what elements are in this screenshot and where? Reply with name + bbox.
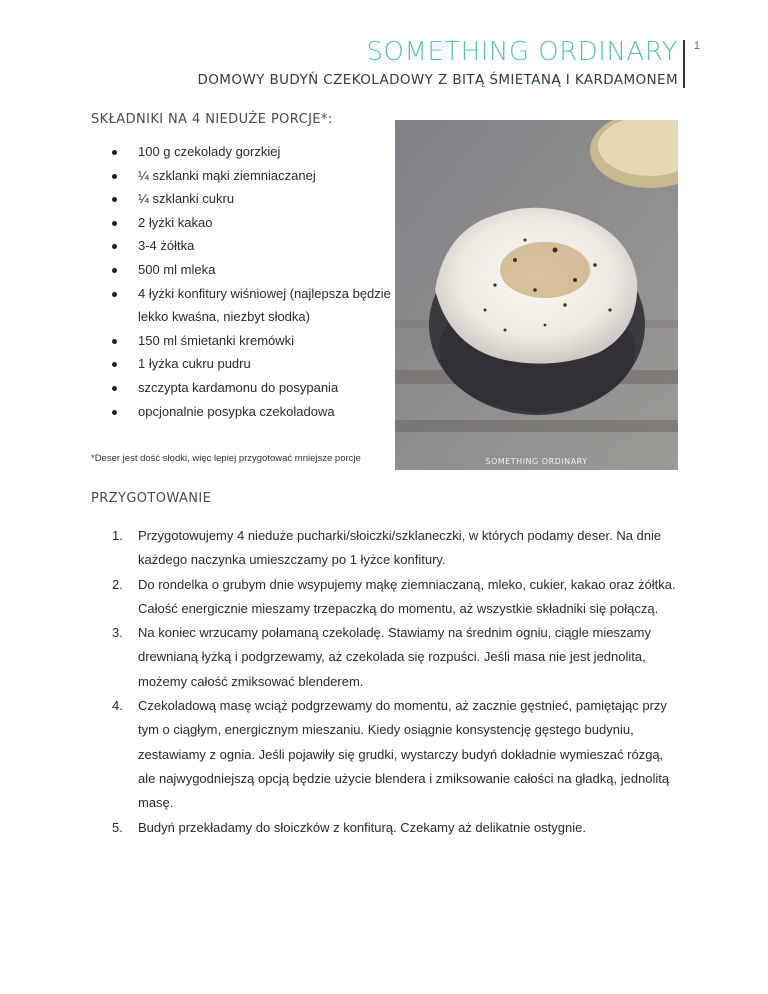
list-item: 1. Przygotowujemy 4 nieduże pucharki/słoiczki/szklaneczki, w których podamy deser. Na dnie każdego naczynka umieszczamy po 1 łyżce konfitury. bbox=[112, 528, 662, 568]
list-item: szczypta kardamonu do posypania bbox=[112, 376, 392, 400]
list-item: 2 łyżki kakao bbox=[112, 211, 392, 235]
list-item: ¼ szklanki mąki ziemniaczanej bbox=[112, 164, 392, 188]
recipe-title: DOMOWY BUDYŃ CZEKOLADOWY Z BITĄ ŚMIETANĄ I KARDAMONEM bbox=[197, 72, 678, 88]
photo-watermark: SOMETHING ORDINARY bbox=[485, 457, 588, 466]
preparation-steps bbox=[112, 524, 680, 840]
brand-title: SOMETHING ORDINARY bbox=[366, 37, 678, 67]
list-item: 3. Na koniec wrzucamy połamaną czekoladę. Stawiamy na średnim ogniu, ciągle mieszamy drewnianą łyżką i podgrzewamy, aż czekolada się rozpuści. Jeśli masa nie jest jednolita, możemy całość zmiksować blenderem. bbox=[112, 625, 652, 689]
list-item: 5. Budyń przekładamy do słoiczków z konfiturą. Czekamy aż delikatnie ostygnie. bbox=[112, 819, 586, 835]
header-divider bbox=[683, 40, 685, 88]
list-item: 2. Do rondelka o grubym dnie wsypujemy mąkę ziemniaczaną, mleko, cukier, kakao oraz żółtka. Całość energicznie mieszamy trzepaczką do momentu, aż wszystkie składniki się połączą. bbox=[112, 576, 676, 616]
footnote: *Deser jest dość słodki, więc lepiej przygotować mniejsze porcje bbox=[91, 453, 361, 464]
list-item: 150 ml śmietanki kremówki bbox=[112, 329, 392, 353]
list-item: 1 łyżka cukru pudru bbox=[112, 352, 392, 376]
list-item: 100 g czekolady gorzkiej bbox=[112, 140, 392, 164]
list-item: 500 ml mleka bbox=[112, 258, 392, 282]
list-item: opcjonalnie posypka czekoladowa bbox=[112, 400, 392, 424]
list-item: 4. Czekoladową masę wciąż podgrzewamy do momentu, aż zacznie gęstnieć, pamiętając przy tym o ciągłym, energicznym mieszaniu. Kiedy osiągnie konsystencję gęstego budyniu, zestawiamy z ognia. Jeśli pojawiły się grudki, wystarczy budyń dokładnie wymieszać rózgą, ale najwygodniejszą opcją będzie użycie blendera i zmiksowanie całości na gładką, jednolitą masę. bbox=[112, 698, 670, 811]
list-item: ¼ szklanki cukru bbox=[112, 187, 392, 211]
ingredients-heading: SKŁADNIKI NA 4 NIEDUŻE PORCJE*: bbox=[91, 112, 333, 127]
page-number: 1 bbox=[693, 40, 700, 52]
document-header bbox=[197, 36, 678, 88]
dessert-photo bbox=[395, 120, 678, 470]
list-item: 4 łyżki konfitury wiśniowej (najlepsza będzie lekko kwaśna, niezbyt słodka) bbox=[112, 282, 392, 329]
preparation-heading: PRZYGOTOWANIE bbox=[91, 491, 212, 506]
dessert-illustration bbox=[395, 120, 678, 470]
ingredients-list bbox=[112, 140, 392, 423]
list-item: 3-4 żółtka bbox=[112, 234, 392, 258]
